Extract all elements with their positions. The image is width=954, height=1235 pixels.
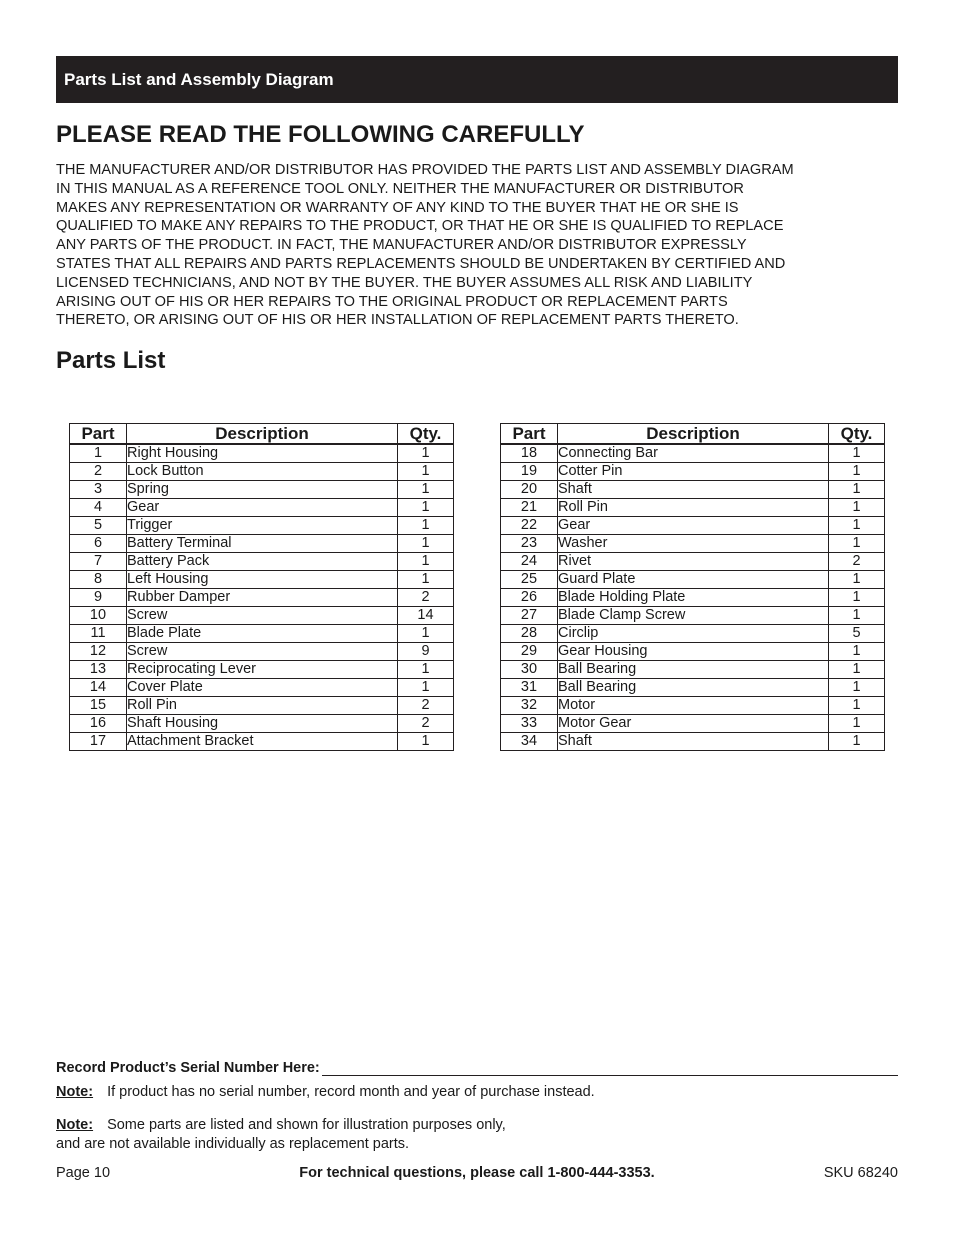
qty-cell: 14 <box>398 607 454 625</box>
table-row <box>501 517 885 535</box>
technical-support-line: For technical questions, please call 1-800-444-3353. <box>299 1165 655 1181</box>
table-row <box>70 625 454 643</box>
qty-cell: 1 <box>829 679 885 697</box>
part-number-cell: 6 <box>70 535 127 553</box>
table-row <box>70 589 454 607</box>
disclaimer-line: IN THIS MANUAL AS A REFERENCE TOOL ONLY. NEITHER THE MANUFACTURER OR DISTRIBUTOR <box>56 180 744 197</box>
qty-cell: 1 <box>398 463 454 481</box>
description-cell: Gear <box>127 499 398 517</box>
part-number-cell: 16 <box>70 715 127 733</box>
description-cell: Rubber Damper <box>127 589 398 607</box>
column-header-description: Description <box>558 424 829 445</box>
qty-cell: 1 <box>829 463 885 481</box>
qty-cell: 1 <box>829 481 885 499</box>
qty-cell: 1 <box>398 625 454 643</box>
part-number-cell: 15 <box>70 697 127 715</box>
description-cell: Roll Pin <box>127 697 398 715</box>
parts-table-right <box>500 423 885 751</box>
table-row <box>501 661 885 679</box>
table-row <box>501 697 885 715</box>
serial-number-line <box>322 1059 898 1076</box>
part-number-cell: 21 <box>501 499 558 517</box>
table-row <box>501 625 885 643</box>
description-cell: Blade Holding Plate <box>558 589 829 607</box>
disclaimer-paragraph <box>56 161 856 330</box>
parts-table-header-row <box>501 424 885 445</box>
note-text: Some parts are listed and shown for illustration purposes only, <box>107 1117 506 1133</box>
table-row <box>70 697 454 715</box>
note-text: If product has no serial number, record month and year of purchase instead. <box>107 1084 595 1100</box>
table-row <box>501 715 885 733</box>
qty-cell: 1 <box>829 444 885 463</box>
description-cell: Guard Plate <box>558 571 829 589</box>
description-cell: Circlip <box>558 625 829 643</box>
part-number-cell: 14 <box>70 679 127 697</box>
part-number-cell: 23 <box>501 535 558 553</box>
qty-cell: 1 <box>829 535 885 553</box>
description-cell: Screw <box>127 643 398 661</box>
description-cell: Motor Gear <box>558 715 829 733</box>
table-row <box>70 733 454 751</box>
table-row <box>501 535 885 553</box>
part-number-cell: 7 <box>70 553 127 571</box>
table-row <box>501 589 885 607</box>
serial-number-label: Record Product’s Serial Number Here: <box>56 1060 320 1076</box>
serial-number-record <box>56 1059 898 1077</box>
description-cell: Washer <box>558 535 829 553</box>
qty-cell: 2 <box>829 553 885 571</box>
table-row <box>70 607 454 625</box>
qty-cell: 1 <box>829 607 885 625</box>
part-number-cell: 30 <box>501 661 558 679</box>
description-cell: Rivet <box>558 553 829 571</box>
note-text-continued: and are not available individually as replacement parts. <box>56 1136 410 1152</box>
table-row <box>70 553 454 571</box>
part-number-cell: 17 <box>70 733 127 751</box>
disclaimer-line: QUALIFIED TO MAKE ANY REPAIRS TO THE PRODUCT, OR THAT HE OR SHE IS QUALIFIED TO REPLACE <box>56 218 784 235</box>
column-header-part: Part <box>70 424 127 445</box>
table-row <box>501 733 885 751</box>
description-cell: Left Housing <box>127 571 398 589</box>
disclaimer-line: MAKES ANY REPRESENTATION OR WARRANTY OF ANY KIND TO THE BUYER THAT HE OR SHE IS <box>56 199 739 216</box>
table-row <box>70 481 454 499</box>
section-header-bar <box>56 56 898 103</box>
qty-cell: 1 <box>829 571 885 589</box>
description-cell: Motor <box>558 697 829 715</box>
description-cell: Gear <box>558 517 829 535</box>
table-row <box>501 553 885 571</box>
description-cell: Battery Terminal <box>127 535 398 553</box>
parts-table-left <box>69 423 454 751</box>
description-cell: Cover Plate <box>127 679 398 697</box>
description-cell: Shaft <box>558 733 829 751</box>
qty-cell: 1 <box>398 499 454 517</box>
table-row <box>70 643 454 661</box>
qty-cell: 1 <box>829 661 885 679</box>
note-label: Note: <box>56 1117 94 1133</box>
description-cell: Shaft <box>558 481 829 499</box>
part-number-cell: 2 <box>70 463 127 481</box>
disclaimer-line: STATES THAT ALL REPAIRS AND PARTS REPLACEMENTS SHOULD BE UNDERTAKEN BY CERTIFIED AND <box>56 255 786 272</box>
part-number-cell: 33 <box>501 715 558 733</box>
disclaimer-line: LICENSED TECHNICIANS, AND NOT BY THE BUYER. THE BUYER ASSUMES ALL RISK AND LIABILITY <box>56 274 753 291</box>
qty-cell: 1 <box>398 571 454 589</box>
qty-cell: 2 <box>398 715 454 733</box>
qty-cell: 1 <box>398 535 454 553</box>
part-number-cell: 4 <box>70 499 127 517</box>
sku-number: SKU 68240 <box>823 1165 898 1181</box>
note-illustration <box>56 1116 616 1154</box>
part-number-cell: 5 <box>70 517 127 535</box>
description-cell: Attachment Bracket <box>127 733 398 751</box>
part-number-cell: 31 <box>501 679 558 697</box>
qty-cell: 9 <box>398 643 454 661</box>
table-row <box>501 607 885 625</box>
disclaimer-line: THERETO, OR ARISING OUT OF HIS OR HER INSTALLATION OF REPLACEMENT PARTS THERETO. <box>56 312 739 329</box>
part-number-cell: 9 <box>70 589 127 607</box>
qty-cell: 1 <box>829 697 885 715</box>
qty-cell: 2 <box>398 697 454 715</box>
table-row <box>70 444 454 463</box>
part-number-cell: 3 <box>70 481 127 499</box>
disclaimer-line: THE MANUFACTURER AND/OR DISTRIBUTOR HAS PROVIDED THE PARTS LIST AND ASSEMBLY DIAGRAM <box>56 162 794 178</box>
part-number-cell: 8 <box>70 571 127 589</box>
page-number: Page 10 <box>56 1165 111 1181</box>
qty-cell: 1 <box>829 589 885 607</box>
part-number-cell: 13 <box>70 661 127 679</box>
table-row <box>501 444 885 463</box>
part-number-cell: 10 <box>70 607 127 625</box>
table-row <box>70 517 454 535</box>
description-cell: Lock Button <box>127 463 398 481</box>
part-number-cell: 22 <box>501 517 558 535</box>
qty-cell: 1 <box>398 517 454 535</box>
column-header-part: Part <box>501 424 558 445</box>
part-number-cell: 25 <box>501 571 558 589</box>
table-row <box>70 535 454 553</box>
qty-cell: 1 <box>829 733 885 751</box>
description-cell: Reciprocating Lever <box>127 661 398 679</box>
description-cell: Roll Pin <box>558 499 829 517</box>
part-number-cell: 28 <box>501 625 558 643</box>
qty-cell: 5 <box>829 625 885 643</box>
table-row <box>501 679 885 697</box>
description-cell: Blade Plate <box>127 625 398 643</box>
qty-cell: 1 <box>829 643 885 661</box>
qty-cell: 1 <box>829 715 885 733</box>
description-cell: Battery Pack <box>127 553 398 571</box>
description-cell: Blade Clamp Screw <box>558 607 829 625</box>
disclaimer-line: ARISING OUT OF HIS OR HER REPAIRS TO THE ORIGINAL PRODUCT OR REPLACEMENT PARTS <box>56 293 728 310</box>
description-cell: Right Housing <box>127 444 398 463</box>
column-header-qty: Qty. <box>398 424 454 445</box>
table-row <box>501 463 885 481</box>
part-number-cell: 29 <box>501 643 558 661</box>
part-number-cell: 20 <box>501 481 558 499</box>
parts-list-heading: Parts List <box>56 347 166 374</box>
table-row <box>501 571 885 589</box>
qty-cell: 1 <box>398 733 454 751</box>
description-cell: Connecting Bar <box>558 444 829 463</box>
part-number-cell: 27 <box>501 607 558 625</box>
table-row <box>70 679 454 697</box>
part-number-cell: 11 <box>70 625 127 643</box>
table-row <box>70 499 454 517</box>
note-serial <box>56 1083 595 1102</box>
part-number-cell: 19 <box>501 463 558 481</box>
column-header-qty: Qty. <box>829 424 885 445</box>
table-row <box>501 481 885 499</box>
description-cell: Cotter Pin <box>558 463 829 481</box>
section-header-title: Parts List and Assembly Diagram <box>64 70 334 89</box>
description-cell: Ball Bearing <box>558 661 829 679</box>
qty-cell: 1 <box>398 661 454 679</box>
part-number-cell: 1 <box>70 444 127 463</box>
parts-table-header-row <box>70 424 454 445</box>
column-header-description: Description <box>127 424 398 445</box>
qty-cell: 1 <box>829 499 885 517</box>
note-label: Note: <box>56 1084 94 1100</box>
part-number-cell: 32 <box>501 697 558 715</box>
description-cell: Screw <box>127 607 398 625</box>
table-row <box>70 661 454 679</box>
qty-cell: 1 <box>398 444 454 463</box>
qty-cell: 1 <box>398 553 454 571</box>
disclaimer-line: ANY PARTS OF THE PRODUCT. IN FACT, THE MANUFACTURER AND/OR DISTRIBUTOR EXPRESSLY <box>56 237 747 254</box>
table-row <box>70 571 454 589</box>
table-row <box>501 499 885 517</box>
part-number-cell: 26 <box>501 589 558 607</box>
warning-title: PLEASE READ THE FOLLOWING CAREFULLY <box>56 121 585 148</box>
part-number-cell: 24 <box>501 553 558 571</box>
description-cell: Ball Bearing <box>558 679 829 697</box>
qty-cell: 1 <box>398 481 454 499</box>
parts-table-body <box>501 444 885 751</box>
part-number-cell: 34 <box>501 733 558 751</box>
qty-cell: 2 <box>398 589 454 607</box>
qty-cell: 1 <box>398 679 454 697</box>
part-number-cell: 18 <box>501 444 558 463</box>
description-cell: Spring <box>127 481 398 499</box>
parts-table-body <box>70 444 454 751</box>
description-cell: Shaft Housing <box>127 715 398 733</box>
part-number-cell: 12 <box>70 643 127 661</box>
table-row <box>70 715 454 733</box>
table-row <box>70 463 454 481</box>
description-cell: Trigger <box>127 517 398 535</box>
description-cell: Gear Housing <box>558 643 829 661</box>
table-row <box>501 643 885 661</box>
qty-cell: 1 <box>829 517 885 535</box>
